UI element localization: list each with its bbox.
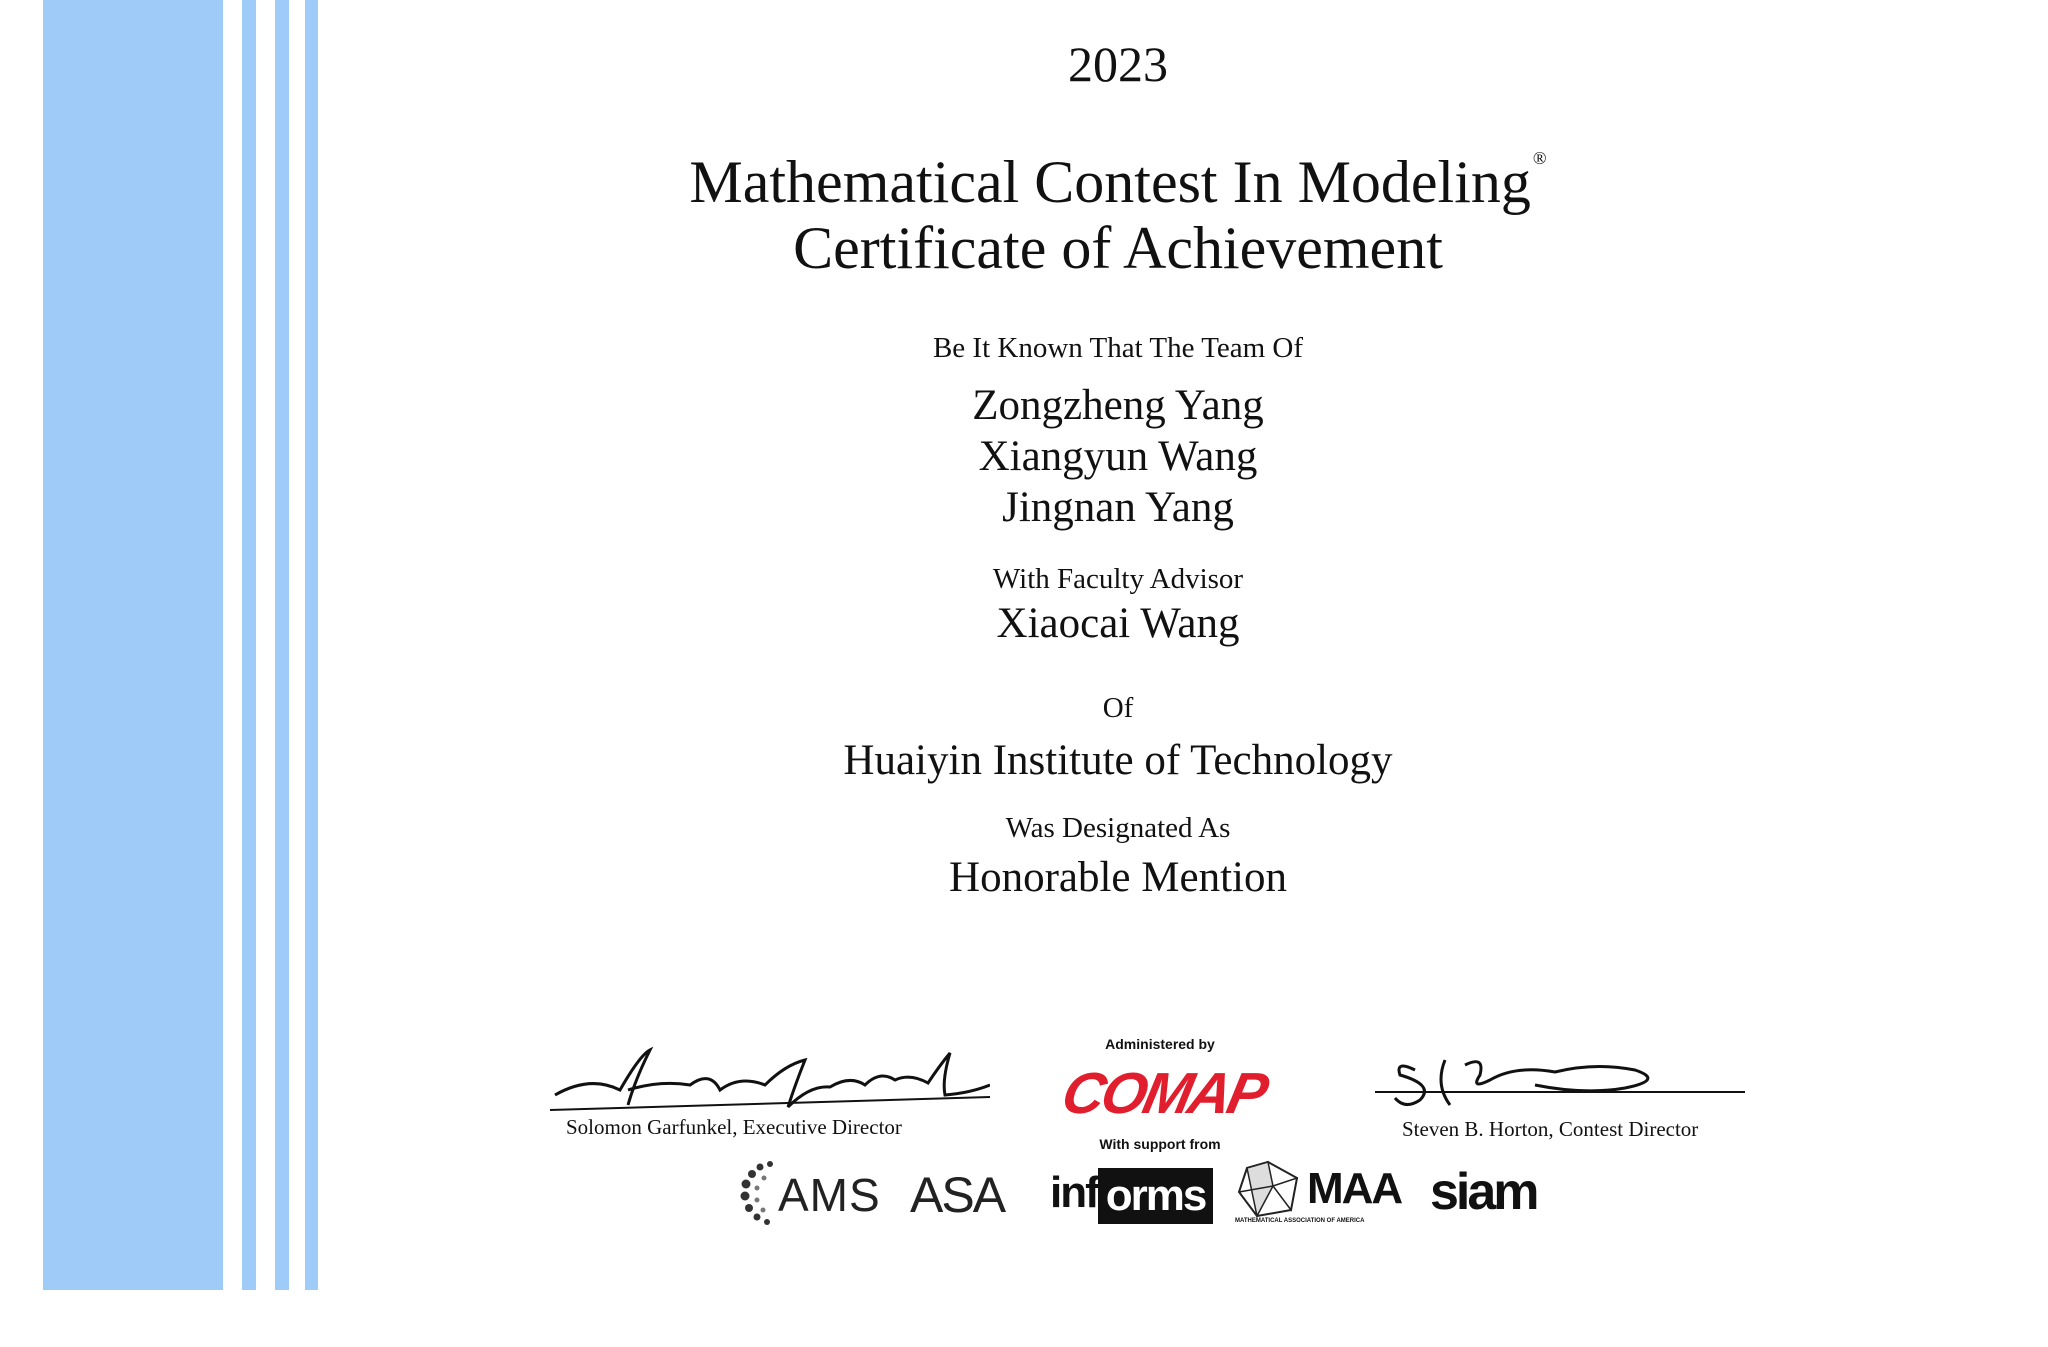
administered-by-label: Administered by: [1105, 1036, 1215, 1052]
maa-logo-text: MAA: [1307, 1164, 1402, 1213]
siam-logo: siam: [1430, 1163, 1537, 1221]
informs-logo-prefix: inf: [1050, 1168, 1098, 1217]
certificate-title: Certificate of Achievement: [793, 215, 1443, 281]
executive-director-signature: [550, 1035, 990, 1115]
team-members: [523, 380, 1713, 533]
advisor-label: With Faculty Advisor: [992, 563, 1244, 595]
ams-dots-icon: [740, 1158, 780, 1228]
contest-title: [523, 122, 1713, 218]
institution-name: Huaiyin Institute of Technology: [843, 737, 1393, 784]
maa-polyhedron-icon: [1235, 1160, 1301, 1218]
support-label: With support from: [1099, 1136, 1221, 1152]
team-member-name: Xiangyun Wang: [978, 433, 1258, 480]
svg-text:COMAP: COMAP: [1056, 1061, 1272, 1126]
decorative-stripe: [275, 0, 289, 1290]
registered-mark: ®: [1532, 148, 1547, 168]
intro-text: Be It Known That The Team Of: [932, 332, 1304, 364]
certificate-year: 2023: [1068, 36, 1168, 92]
maa-logo: [1235, 1158, 1415, 1228]
comap-logo: [1040, 1055, 1280, 1135]
team-member-name: Zongzheng Yang: [972, 382, 1264, 429]
ams-logo-text: AMS: [778, 1169, 881, 1221]
team-member-name: Jingnan Yang: [1002, 484, 1234, 531]
asa-logo: ASA: [910, 1167, 1005, 1223]
ams-logo: [740, 1158, 890, 1228]
informs-logo: [1050, 1168, 1213, 1224]
decorative-stripe: [305, 0, 318, 1290]
decorative-blue-band: [43, 0, 223, 1290]
contest-title-text: Mathematical Contest In Modeling: [689, 149, 1531, 215]
contest-director-caption: Steven B. Horton, Contest Director: [1402, 1117, 1699, 1141]
executive-director-caption: Solomon Garfunkel, Executive Director: [566, 1115, 902, 1139]
contest-director-signature: [1375, 1050, 1745, 1110]
maa-subtitle: MATHEMATICAL ASSOCIATION OF AMERICA: [1235, 1218, 1365, 1224]
of-label: Of: [1102, 692, 1134, 724]
decorative-stripe: [242, 0, 256, 1290]
informs-logo-suffix: orms: [1098, 1168, 1214, 1224]
sponsor-logos: [740, 1158, 1600, 1228]
designation-label: Was Designated As: [1005, 812, 1231, 844]
advisor-name: Xiaocai Wang: [996, 600, 1240, 647]
award-title: Honorable Mention: [949, 854, 1287, 901]
